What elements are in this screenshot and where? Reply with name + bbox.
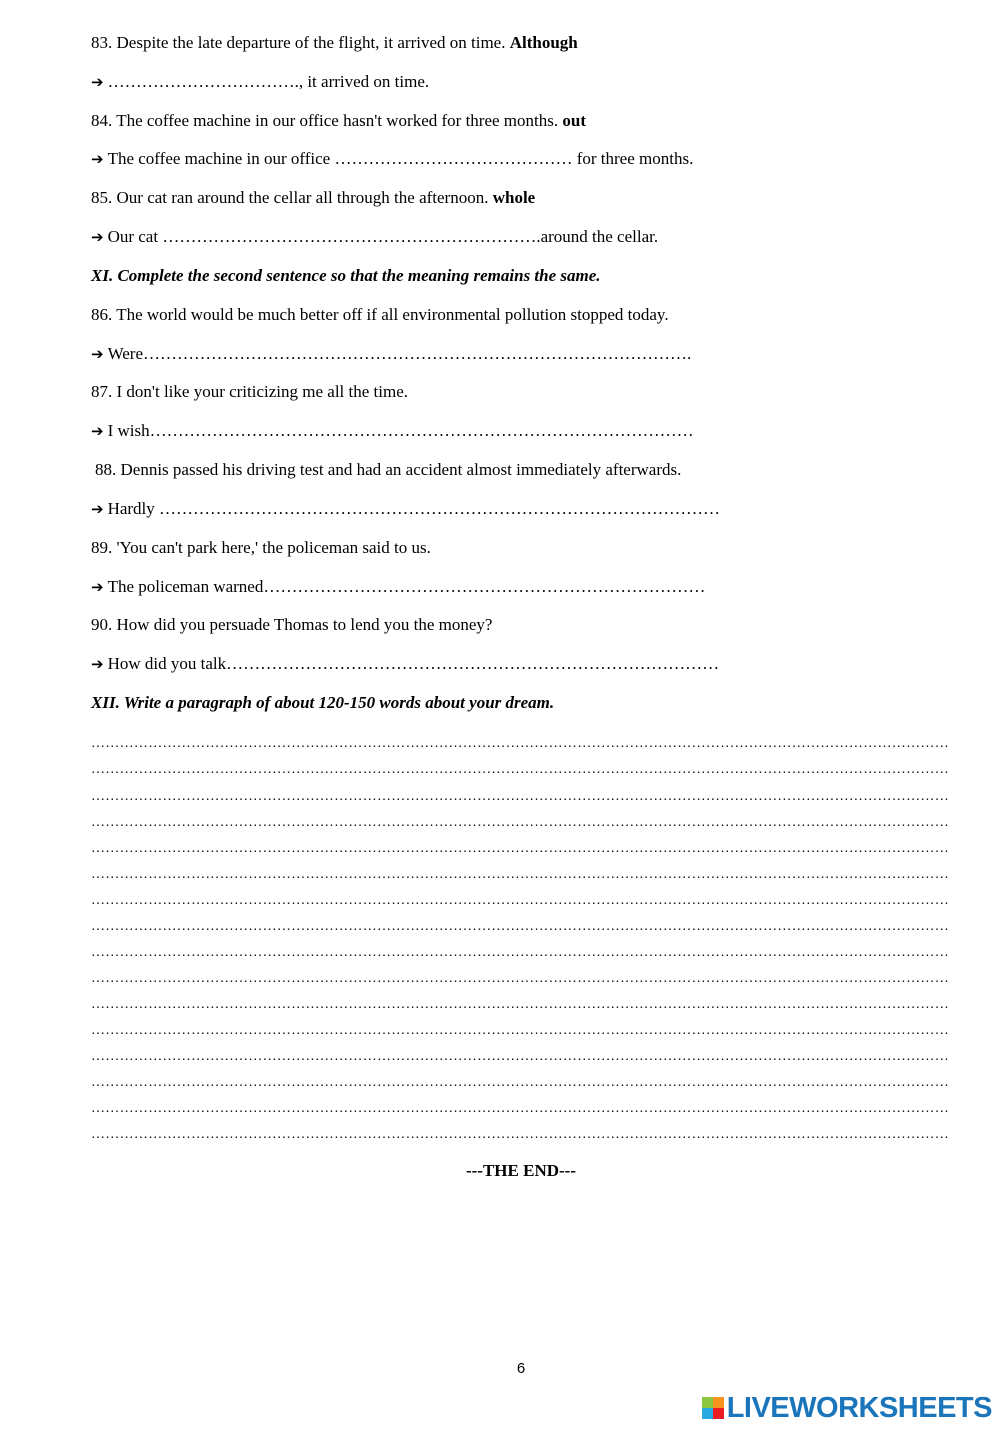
arrow-right-icon: ➔ <box>91 655 104 673</box>
question-88-answer <box>91 498 720 520</box>
liveworksheets-logo-icon <box>702 1397 724 1419</box>
answer-text: How did you talk…………………………………………………………………………… <box>107 654 720 673</box>
prompt-text: 88. Dennis passed his driving test and had an accident almost immediately afterwards. <box>95 460 682 479</box>
answer-text: Hardly ……………………………………………………………………………………… <box>107 499 721 518</box>
prompt-text: 84. The coffee machine in our office hasn't worked for three months. <box>91 111 559 130</box>
question-83-prompt <box>91 32 578 54</box>
prompt-text: 87. I don't like your criticizing me all the time. <box>91 382 409 401</box>
answer-text: The coffee machine in our office …………………………………… for three months. <box>107 149 694 168</box>
arrow-right-icon: ➔ <box>91 500 104 518</box>
arrow-right-icon: ➔ <box>91 150 104 168</box>
answer-text: The policeman warned…………………………………………………………………… <box>107 577 706 596</box>
question-85-answer <box>91 226 658 248</box>
answer-text: Were……………………………………………………………………………………. <box>107 344 692 363</box>
brand-name: LIVEWORKSHEETS <box>726 1391 992 1424</box>
question-89-prompt <box>91 537 431 559</box>
keyword: whole <box>492 188 536 207</box>
writing-line: ……………………………………………………………………………………………………………………………………………………………… <box>91 815 949 830</box>
writing-line: ……………………………………………………………………………………………………………………………………………………………… <box>91 736 949 751</box>
prompt-text: 90. How did you persuade Thomas to lend you the money? <box>91 615 493 634</box>
writing-line: ……………………………………………………………………………………………………………………………………………………………… <box>91 971 949 986</box>
arrow-right-icon: ➔ <box>91 345 104 363</box>
answer-text: I wish…………………………………………………………………………………… <box>107 421 694 440</box>
answer-text: Our cat ………………………………………………………….around the cellar. <box>107 227 659 246</box>
question-87-answer <box>91 420 694 442</box>
question-90-prompt <box>91 614 492 636</box>
prompt-text: 86. The world would be much better off if all environmental pollution stopped today. <box>91 305 669 324</box>
prompt-text: 85. Our cat ran around the cellar all through the afternoon. <box>91 188 489 207</box>
keyword: out <box>562 111 586 130</box>
page-number: 6 <box>516 1360 526 1377</box>
answer-text: ……………………………., it arrived on time. <box>107 72 430 91</box>
the-end-label: ---THE END--- <box>465 1161 576 1180</box>
question-84-prompt <box>91 110 586 132</box>
arrow-right-icon: ➔ <box>91 73 104 91</box>
writing-line: ……………………………………………………………………………………………………………………………………………………………… <box>91 1023 949 1038</box>
arrow-right-icon: ➔ <box>91 578 104 596</box>
liveworksheets-brand[interactable] <box>702 1393 992 1423</box>
prompt-text: 83. Despite the late departure of the flight, it arrived on time. <box>91 33 506 52</box>
arrow-right-icon: ➔ <box>91 422 104 440</box>
writing-line: ……………………………………………………………………………………………………………………………………………………………… <box>91 997 949 1012</box>
question-85-prompt <box>91 187 535 209</box>
question-90-answer <box>91 653 719 675</box>
writing-line: ……………………………………………………………………………………………………………………………………………………………… <box>91 841 949 856</box>
keyword: Although <box>509 33 578 52</box>
writing-line: ……………………………………………………………………………………………………………………………………………………………… <box>91 919 949 934</box>
question-83-answer <box>91 71 429 93</box>
question-89-answer <box>91 576 705 598</box>
question-87-prompt <box>91 381 408 403</box>
writing-line: ……………………………………………………………………………………………………………………………………………………………… <box>91 789 949 804</box>
writing-line: ……………………………………………………………………………………………………………………………………………………………… <box>91 1127 949 1142</box>
writing-line: ……………………………………………………………………………………………………………………………………………………………… <box>91 893 949 908</box>
question-84-answer <box>91 148 693 170</box>
writing-line: ……………………………………………………………………………………………………………………………………………………………… <box>91 945 949 960</box>
question-86-prompt <box>91 304 669 326</box>
arrow-right-icon: ➔ <box>91 228 104 246</box>
writing-line: ……………………………………………………………………………………………………………………………………………………………… <box>91 867 949 882</box>
question-88-prompt <box>95 459 681 481</box>
writing-line: ……………………………………………………………………………………………………………………………………………………………… <box>91 1101 949 1116</box>
section-xi-heading: XI. Complete the second sentence so that the meaning remains the same. <box>91 266 601 285</box>
question-86-answer <box>91 343 691 365</box>
prompt-text: 89. 'You can't park here,' the policeman said to us. <box>91 538 431 557</box>
writing-line: ……………………………………………………………………………………………………………………………………………………………… <box>91 1049 949 1064</box>
writing-line: ……………………………………………………………………………………………………………………………………………………………… <box>91 762 949 777</box>
writing-line: ……………………………………………………………………………………………………………………………………………………………… <box>91 1075 949 1090</box>
section-xii-heading: XII. Write a paragraph of about 120-150 words about your dream. <box>91 693 555 712</box>
